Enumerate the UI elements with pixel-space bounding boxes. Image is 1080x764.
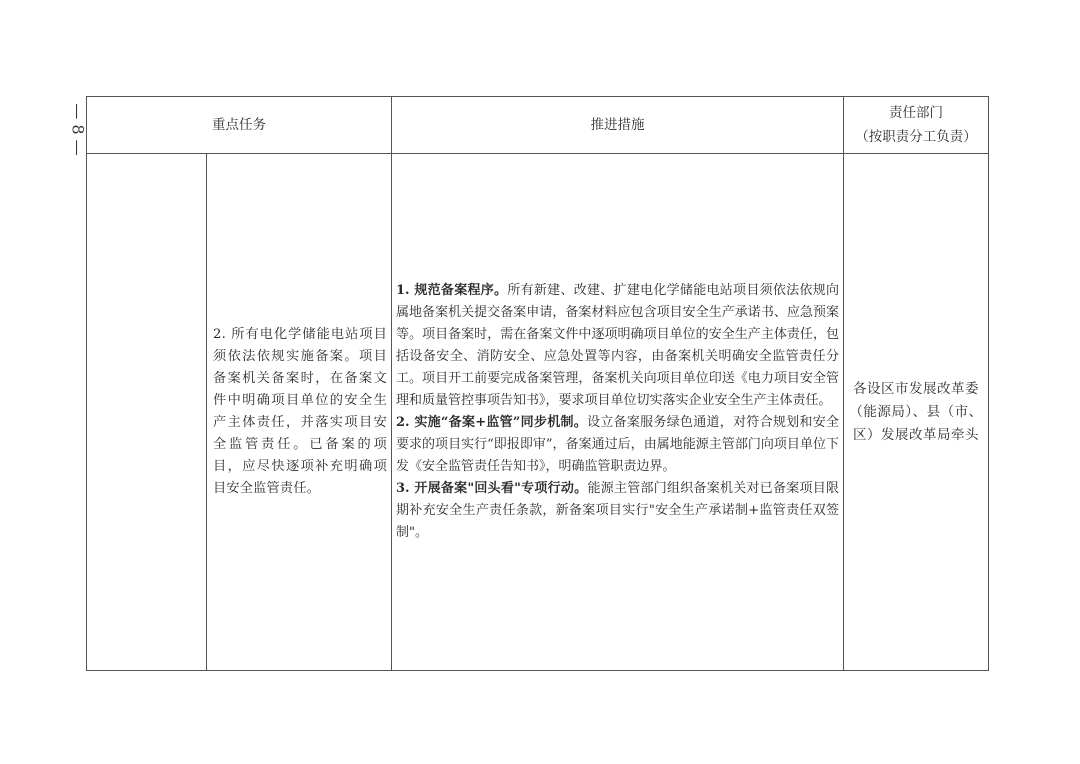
header-measure: 推进措施 [392, 97, 844, 154]
page-number-text: — 8 — [68, 103, 88, 156]
measure-cell [392, 154, 844, 671]
measure-body: 设立备案服务绿色通道，对符合规划和安全要求的项目实行“即报即审”，备案通过后，由属地能源主管部门向项目单位下发《安全监管责任告知书》，明确监管职责边界。 [396, 415, 839, 474]
measure-item [396, 280, 839, 412]
header-task: 重点任务 [87, 97, 392, 154]
task-cell [207, 154, 392, 671]
task-table [86, 96, 989, 671]
header-dept-line2: （按职责分工负责） [855, 129, 977, 145]
task-text: 2. 所有电化学储能电站项目须依法依规实施备案。项目备案机关备案时，在备案文件中明确项目单位的安全生产主体责任，并落实项目安全监管责任。已备案的项目，应尽快逐项补充明确项目安全监管责任。 [213, 327, 387, 496]
dept-cell [844, 154, 989, 671]
measure-list [392, 280, 843, 544]
header-dept-line1: 责任部门 [889, 105, 943, 121]
measure-title: 2. 实施“备案+监管”同步机制。 [396, 415, 588, 430]
page-number [52, 100, 88, 160]
measure-item [396, 412, 839, 478]
dept-text: 各设区市发展改革委（能源局）、县（市、区）发展改革局牵头 [849, 380, 983, 443]
measure-body: 能源主管部门组织备案机关对已备案项目限期补充安全生产责任条款，新备案项目实行"安全生产承诺制+监管责任双签制"。 [396, 481, 839, 540]
measure-title: 3. 开展备案"回头看"专项行动。 [396, 481, 588, 496]
table-header-row [87, 97, 989, 154]
table-row [87, 154, 989, 671]
measure-item [396, 478, 839, 544]
header-dept [844, 97, 989, 154]
measure-body: 所有新建、改建、扩建电化学储能电站项目须依法依规向属地备案机关提交备案申请，备案材料应包含项目安全生产承诺书、应急预案等。项目备案时，需在备案文件中逐项明确项目单位的安全生产主体责任，包括设备安全、消防安全、应急处置等内容，由备案机关明确安全监管责任分工。项目开工前要完成备案管理，备案机关向项目单位印送《电力项目安全管理和质量管控事项告知书》，要求项目单位切实落实企业安全生产主体责任。 [396, 283, 839, 408]
measure-title: 1. 规范备案程序。 [396, 283, 508, 298]
category-cell [87, 154, 207, 671]
